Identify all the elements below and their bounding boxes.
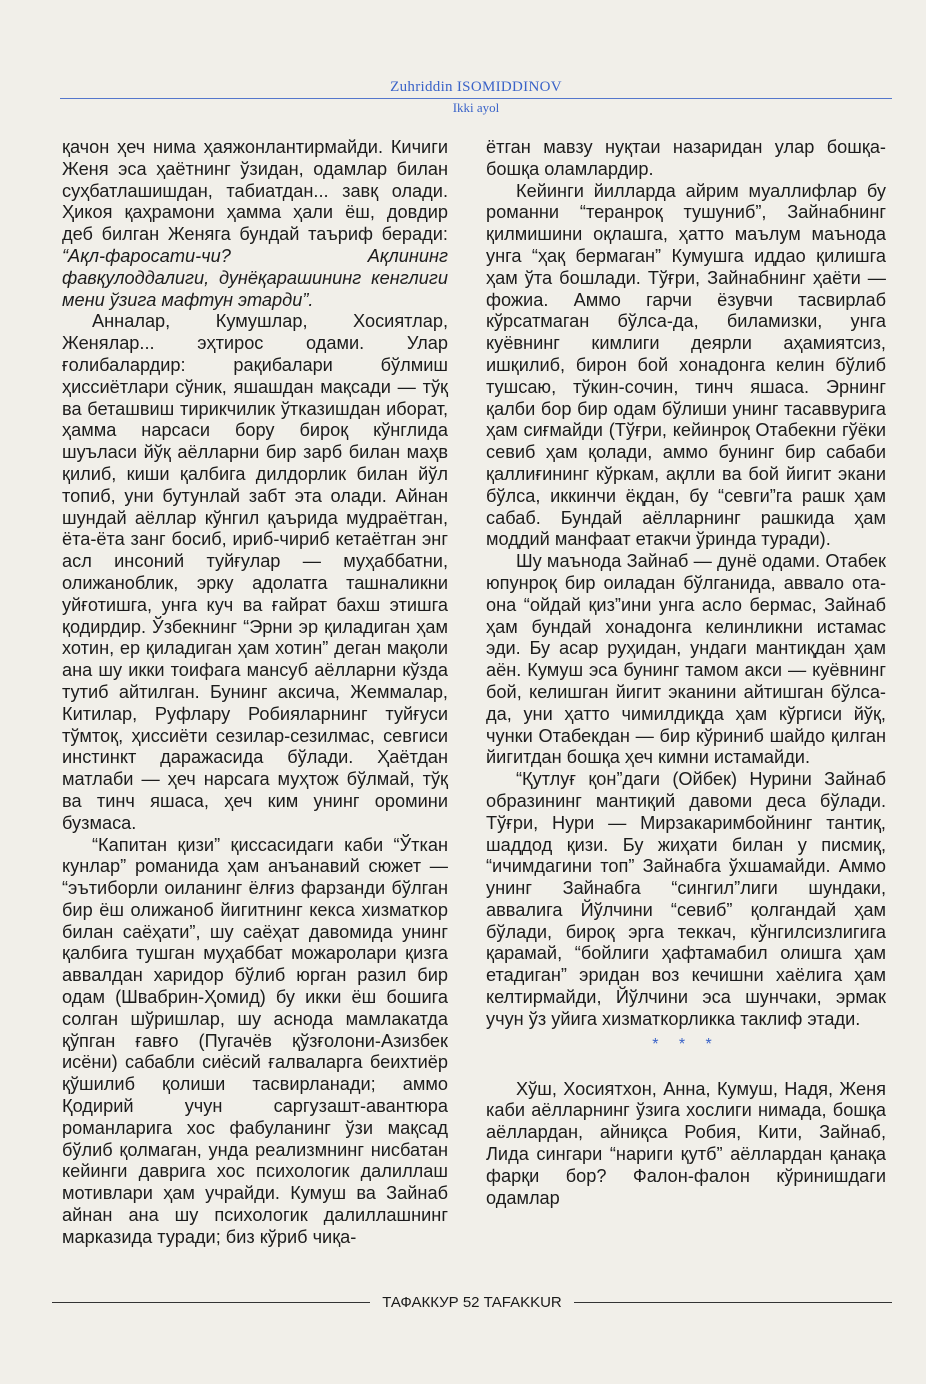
paragraph: ётган мавзу нуқтаи назаридан улар бошқа-бошқа оламлардир. [486,137,886,179]
header-subtitle: Ikki ayol [452,100,500,115]
italic-quote: “Ақл-фаросати-чи? Ақлининг фавқулоддалиги, дунёқарашининг кенглиги мени ўзига мафтун этарди”. [62,245,448,310]
footer-rule-left [52,1302,370,1303]
paragraph [62,137,448,311]
header-rule [60,98,892,99]
running-header [60,78,892,116]
paragraph-text: қачон ҳеч нима ҳаяжонлантирмайди. Кичиги Женя эса ҳаётнинг ўзидан, одамлар билан суҳбатлашишдан, табиатдан... завқ олади. Ҳикоя қаҳрамони ҳамма ҳали ёш, довдир деб билган Женяга бундай таъриф беради: [62,137,448,245]
paragraph: Анналар, Кумушлар, Хосиятлар, Женялар... эҳтирос одами. Улар ғолибалардир: рақибалари бўлмиш ҳиссиётлари сўник, яшашдан мақсади — тўқ ва беташвиш тирикчилик ўтказишдан иборат, ҳамма нарсаси бору бироқ кўнглида шуъласи йўқ аёлларни бир зарб билан маҳв қилиб, киши қалбига дилдорлик билан йўл топиб, уни бутунлай забт эта олади. Айнан шундай аёллар кўнгил қаърида мудраётган, ёта-ёта занг босиб, ириб-чириб кетаётган энг асл инсоний туйғулар — муҳаббатни, олижаноблик, эрку адолатга ташналикни уйғотишга, унга куч ва ғайрат бахш этишга қодирдир. Ўзбекнинг “Эрни эр қиладиган ҳам хотин, ер қиладиган ҳам хотин” деган мақоли ана шу икки тоифага мансуб аёлларни кўзда тутиб айтилган. Бунинг аксича, Жеммалар, Китилар, Руфлару Робияларнинг туйғуси тўмтоқ, ҳиссиёти сезилар-сезилмас, севгиси инстинкт даражасида бўлади. Ҳаётдан матлаби — ҳеч нарсага муҳтож бўлмай, тўқ ва тинч яшаса, ҳеч ким унинг оромини бузмаса. [62,311,448,833]
paragraph: “Қутлуғ қон”даги (Ойбек) Нурини Зайнаб образининг мантиқий давоми деса бўлади. Тўғри, Нури — Мирзакаримбойнинг тантиқ, шаддод қизи. Бу жиҳати билан у писмиқ, “ичимдагини топ” Зайнабга ўхшамайди. Аммо унинг Зайнабга “сингил”лиги шундаки, аввалига Йўлчини “севиб” қолгандай ҳам бўлади, бироқ эрга теккач, кўнгилсизлигига қарамай, “бойлиги ҳафтамабил олишга ҳам етадиган” эридан воз кечишни хаёлига ҳам келтирмайди, Йўлчини эса шунчаки, эрмак учун ўз уйига хизматкорликка таклиф этади. [486,769,886,1029]
left-column [62,137,448,1249]
paragraph: Кейинги йилларда айрим муаллифлар бу романни “теранроқ тушуниб”, Зайнабнинг қилмишини оқлашга, ҳатто маълум маънода унга “ҳақ бермаган” Кумушга иддао қилишга ҳам ўта бошлади. Тўғри, Зайнабнинг ҳаёти — фожиа. Аммо гарчи ёзувчи тасвирлаб кўрсатмаган бўлса-да, биламизки, унга куёвнинг кимлиги деярли аҳамиятсиз, ишқилиб, бирон бой хонадонга келин бўлиб тушсаю, тўкин-сочин, тинч яшаса. Эрнинг қалби бор бир одам бўлиши унинг тасаввурига ҳам сиғмайди (Тўғри, кейинроқ Отабекни гўёки севиб ҳам қолади, аммо бунинг бир сабаби қаллиғининг кўркам, ақлли ва бой йигит экани бўлса, иккинчи ёқдан, бу “севги”га рашк ҳам сабаб. Бундай аёлларнинг рашкида ҳам моддий манфаат етакчи ўринда туради). [486,180,886,550]
page-footer [52,1290,892,1314]
footer-rule-right [574,1302,892,1303]
footer-page-label: ТАФАККУР 52 TAFAKKUR [382,1293,562,1311]
section-divider-stars: * * * [652,1035,720,1053]
paragraph: Шу маънода Зайнаб — дунё одами. Отабек юпунроқ бир оиладан бўлганида, аввало ота-она “ойдай қиз”ини унга асло бермас, Зайнаб ҳам бундай хонадонга келинликни истамас эди. Бу асар руҳидан, ундаги мантиқдан ҳам аён. Кумуш эса бунинг тамом акси — куёвнинг бой, келишган йигит эканини айтишган бўлса-да, уни ҳатто чимилдиқда ҳам кўргиси йўқ, чунки Отабекдан — бир кўриниб шайдо қилган йигитдан бошқа ҳеч кимни истамайди. [486,551,886,768]
paragraph: Хўш, Хосиятхон, Анна, Кумуш, Надя, Женя каби аёлларнинг ўзига хослиги нимада, бошқа аёллардан, айниқса Робия, Кити, Зайнаб, Лида сингари “нариги қутб” аёллардан қанақа фарқи бор? Фалон-фалон кўринишдаги одамлар [486,1078,886,1208]
header-author: Zuhriddin ISOMIDDINOV [390,79,562,95]
right-column [486,137,886,1209]
paragraph: “Капитан қизи” қиссасидаги каби “Ўткан кунлар” романида ҳам анъанавий сюжет — “эътиборли оиланинг ёлғиз фарзанди бўлган бир ёш олижаноб йигитнинг кекса хизматкор билан саёҳати”, шу саёҳат давомида унинг қалбига тушган муҳаббат можаролари қизга аввалдан харидор бўлиб юрган разил бир одам (Швабрин-Ҳомид) бу икки ёш бошига солган шўришлар, шу аснода мамлакатда қўпган ғавғо (Пугачёв қўзғолони-Азизбек исёни) сабабли сиёсий ғалваларга беихтиёр қўшилиб қолиши тасвирланади; аммо Қодирий учун саргузашт-авантюра романларига хос фабуланинг ўзи мақсад бўлиб қолмаган, унда реализмнинг нисбатан кейинги даврига хос психологик далиллаш мотивлари ҳам учрайди. Кумуш ва Зайнаб айнан ана шу психологик далиллашнинг марказида туради; биз кўриб чиқа- [62,834,448,1247]
